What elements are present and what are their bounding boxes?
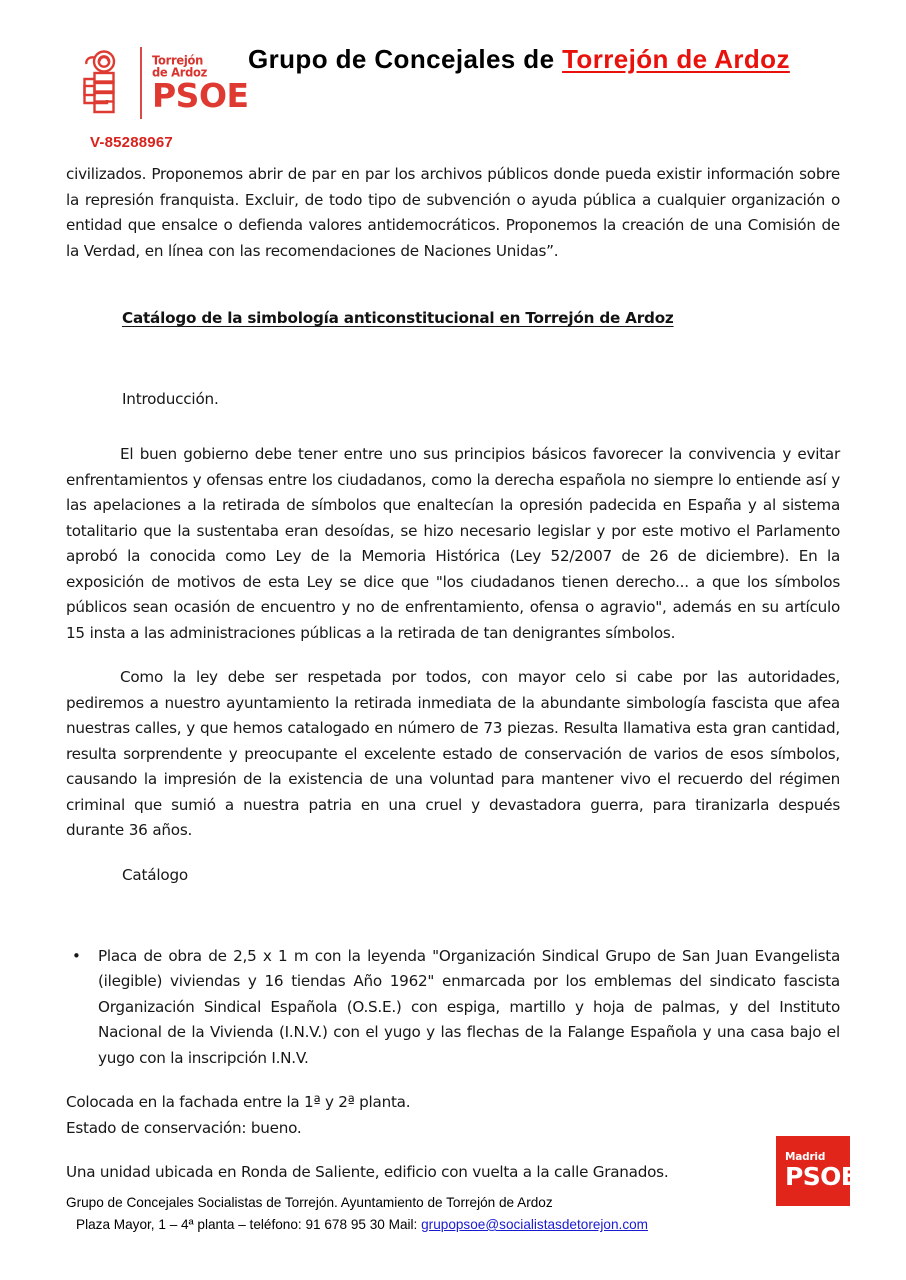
footer-email-link[interactable]: grupopsoe@socialistasdetorejon.com [421, 1217, 649, 1232]
page-title-main: Grupo de Concejales de [248, 44, 563, 74]
paragraph-ley-respetada: Como la ley debe ser respetada por todos, con mayor celo si cabe por las autoridades, pediremos a nuestro ayuntamiento la retirada inmediata de la abundante simbología fascista que afea nuestras calles, y que hemos catalogado en número de 73 piezas. Resulta llamativa esta gran cantidad, resulta sorprendente y preocupante el excelente estado de conservación de varios de esos símbolos, causando la impresión de la existencia de una voluntad para mantener vivo el recuerdo del régimen criminal que sumió a nuestra patria en una cruel y devastadora guerra, para tiranizarla después durante 36 años. [66, 668, 840, 839]
psoe-rose-fist-icon [76, 48, 128, 118]
document-header [0, 0, 906, 151]
logo-divider [140, 47, 142, 119]
condition-line: Estado de conservación: bueno. [66, 1118, 302, 1137]
logo-party-name: PSOE [152, 75, 249, 115]
vat-number: V-85288967 [90, 134, 173, 151]
list-item [66, 944, 840, 1072]
logo-city-line-2: de Ardoz [152, 64, 208, 80]
list-item-text: Placa de obra de 2,5 x 1 m con la leyenda "Organización Sindical Grupo de San Juan Evangelista (ilegible) viviendas y 16 tiendas Año 1962" enmarcada por los emblemas del sindicato fascista Organización Sindical Española (O.S.E.) con espiga, martillo y hoja de palmas, y del Instituto Nacional de la Vivienda (I.N.V.) con el yugo y las flechas de la Falange Española y una casa bajo el yugo con la inscripción I.N.V. [98, 946, 840, 1067]
logo-wordmark [152, 54, 249, 113]
subsection-label-catalogo: Catálogo [122, 865, 189, 884]
document-body [66, 162, 840, 1186]
page-title [248, 44, 790, 75]
page-title-accent: Torrejón de Ardoz [562, 44, 790, 74]
document-footer [0, 1108, 906, 1258]
footer-logo-party: PSOE [785, 1162, 858, 1192]
footer-logo-city: Madrid [785, 1150, 826, 1163]
subsection-label-introduccion: Introducción. [122, 390, 219, 408]
unit-location-line: Una unidad ubicada en Ronda de Saliente, edificio con vuelta a la calle Granados. [66, 1163, 669, 1181]
paragraph-continuation: civilizados. Proponemos abrir de par en par los archivos públicos donde pueda existir información sobre la represión franquista. Excluir, de todo tipo de subvención o ayuda pública a cualquier organización o entidad que ensalce o defienda valores antidemocráticos. Proponemos la creación de una Comisión de la Verdad, en línea con las recomendaciones de Naciones Unidas”. [66, 165, 840, 260]
footer-line-1: Grupo de Concejales Socialistas de Torrejón. Ayuntamiento de Torrejón de Ardoz [66, 1195, 553, 1210]
section-heading-catalogo: Catálogo de la simbología anticonstitucional en Torrejón de Ardoz [122, 309, 674, 327]
footer-contact-block [66, 1192, 766, 1236]
psoe-torrejon-logo [76, 46, 249, 120]
footer-line-2 [66, 1214, 766, 1236]
paragraph-buen-gobierno: El buen gobierno debe tener entre uno sus principios básicos favorecer la convivencia y evitar enfrentamientos y ofensas entre los ciudadanos, como la derecha española no siempre lo entiende así y las apelaciones a la retirada de símbolos que enaltecían la opresión padecida en España y al sistema totalitario que la sustentaba eran desoídas, se hizo necesario legislar y por este motivo el Parlamento aprobó la conocida como Ley de la Memoria Histórica (Ley 52/2007 de 26 de diciembre). En la exposición de motivos de esta Ley se dice que "los ciudadanos tienen derecho... a que los símbolos públicos sean ocasión de encuentro y no de enfrentamiento, ofensa o agravio", además en su artículo 15 insta a las administraciones públicas a la retirada de tan denigrantes símbolos. [66, 445, 840, 642]
footer-address-text: Plaza Mayor, 1 – 4ª planta – teléfono: 91 678 95 30 Mail: [76, 1217, 422, 1232]
psoe-madrid-logo-icon [776, 1136, 858, 1206]
placement-line: Colocada en la fachada entre la 1ª y 2ª planta. [66, 1093, 411, 1111]
logo-city-line-1: Torrejón [152, 52, 203, 68]
bullet-marker-icon: • [72, 946, 81, 965]
